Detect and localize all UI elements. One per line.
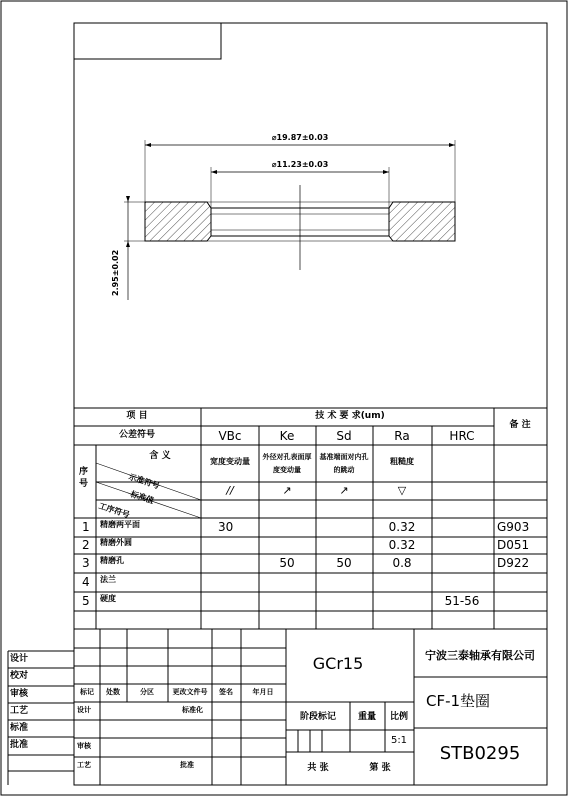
weight-label: 重量 <box>357 712 377 722</box>
col-vbc: VBc <box>218 429 242 443</box>
rev-header: 更改文件号 <box>172 688 208 696</box>
scale-label: 比例 <box>389 712 409 722</box>
material: GCr15 <box>312 654 364 673</box>
thickness-dim: 2.95±0.02 <box>111 249 120 296</box>
review-label: 审核 <box>77 742 91 750</box>
meaning-sd: 基准端面对内孔的跳动 <box>319 453 369 474</box>
side-label: 工艺 <box>10 706 29 716</box>
remark-label: 备 注 <box>509 420 531 430</box>
row-process-name: 硬度 <box>100 594 116 603</box>
approve-label: 批准 <box>180 761 194 769</box>
row-process-name: 精磨外圆 <box>100 538 132 547</box>
row-process-name: 精磨孔 <box>100 556 124 565</box>
item-label: 项 目 <box>126 411 148 421</box>
col-hrc: HRC <box>449 429 475 443</box>
col-ra: Ra <box>394 429 410 443</box>
row-ra: 0.32 <box>388 520 416 534</box>
row-number: 4 <box>82 575 90 589</box>
process-label: 工序符号 <box>97 501 131 520</box>
process-label: 工艺 <box>77 761 91 769</box>
part-name: CF-1垫圈 <box>425 692 491 710</box>
symbol-label: 标准值 <box>129 489 155 506</box>
side-label: 标准 <box>10 723 29 733</box>
col-sd: Sd <box>336 429 352 443</box>
runout-icon: ↗ <box>339 484 349 497</box>
row-remark: D051 <box>497 538 530 552</box>
row-number: 3 <box>82 556 90 570</box>
rev-header: 处数 <box>106 688 120 696</box>
side-label: 审核 <box>10 689 29 699</box>
row-number: 2 <box>82 538 90 552</box>
meaning-label: 含 义 <box>149 451 171 461</box>
runout-icon: ↗ <box>282 484 292 497</box>
rev-header: 年月日 <box>252 688 274 696</box>
outer-diameter-dim: ⌀19.87±0.03 <box>271 133 329 142</box>
standardize-label: 标准化 <box>182 706 203 714</box>
meaning-ke: 外径对孔表面厚度变动量 <box>262 453 312 474</box>
stage-label: 阶段标记 <box>299 712 337 722</box>
inner-diameter-dim: ⌀11.23±0.03 <box>271 160 329 169</box>
row-sd: 50 <box>336 556 352 570</box>
row-ke: 50 <box>279 556 295 570</box>
row-remark: G903 <box>497 520 530 534</box>
side-label: 校对 <box>10 671 29 681</box>
rev-header: 标记 <box>80 688 94 696</box>
col-ke: Ke <box>279 429 295 443</box>
rev-header: 分区 <box>140 688 154 696</box>
row-hrc: 51-56 <box>444 594 480 608</box>
symbol-parallel: // <box>226 484 234 497</box>
row-process-name: 法兰 <box>100 575 116 584</box>
row-number: 5 <box>82 594 90 608</box>
company-name: 宁波三泰轴承有限公司 <box>425 649 535 662</box>
meaning-vbc: 宽度变动量 <box>210 457 250 466</box>
rev-header: 签名 <box>219 688 233 696</box>
row-remark: D922 <box>497 556 530 570</box>
row-number: 1 <box>82 520 90 534</box>
row-ra: 0.32 <box>388 538 416 552</box>
roughness-icon: ▽ <box>397 484 407 497</box>
row-ra: 0.8 <box>392 556 412 570</box>
scale-value: 5:1 <box>390 735 408 746</box>
design-label: 设计 <box>77 706 91 714</box>
row-process-name: 精磨两平面 <box>100 520 140 529</box>
tolerance-label: 公差符号 <box>118 430 156 440</box>
indicator-label: 示准符号 <box>127 472 161 491</box>
total-sheets: 共 张 <box>307 763 329 773</box>
drawing-number: STB0295 <box>439 743 521 764</box>
meaning-ra: 粗糙度 <box>390 457 414 466</box>
side-label: 批准 <box>10 740 29 750</box>
sheet-number: 第 张 <box>369 763 391 773</box>
seq-label: 序号 <box>79 467 89 489</box>
tech-req-label: 技 术 要 求(um) <box>315 411 385 421</box>
side-label: 设计 <box>10 654 29 664</box>
row-vbc: 30 <box>218 520 234 534</box>
